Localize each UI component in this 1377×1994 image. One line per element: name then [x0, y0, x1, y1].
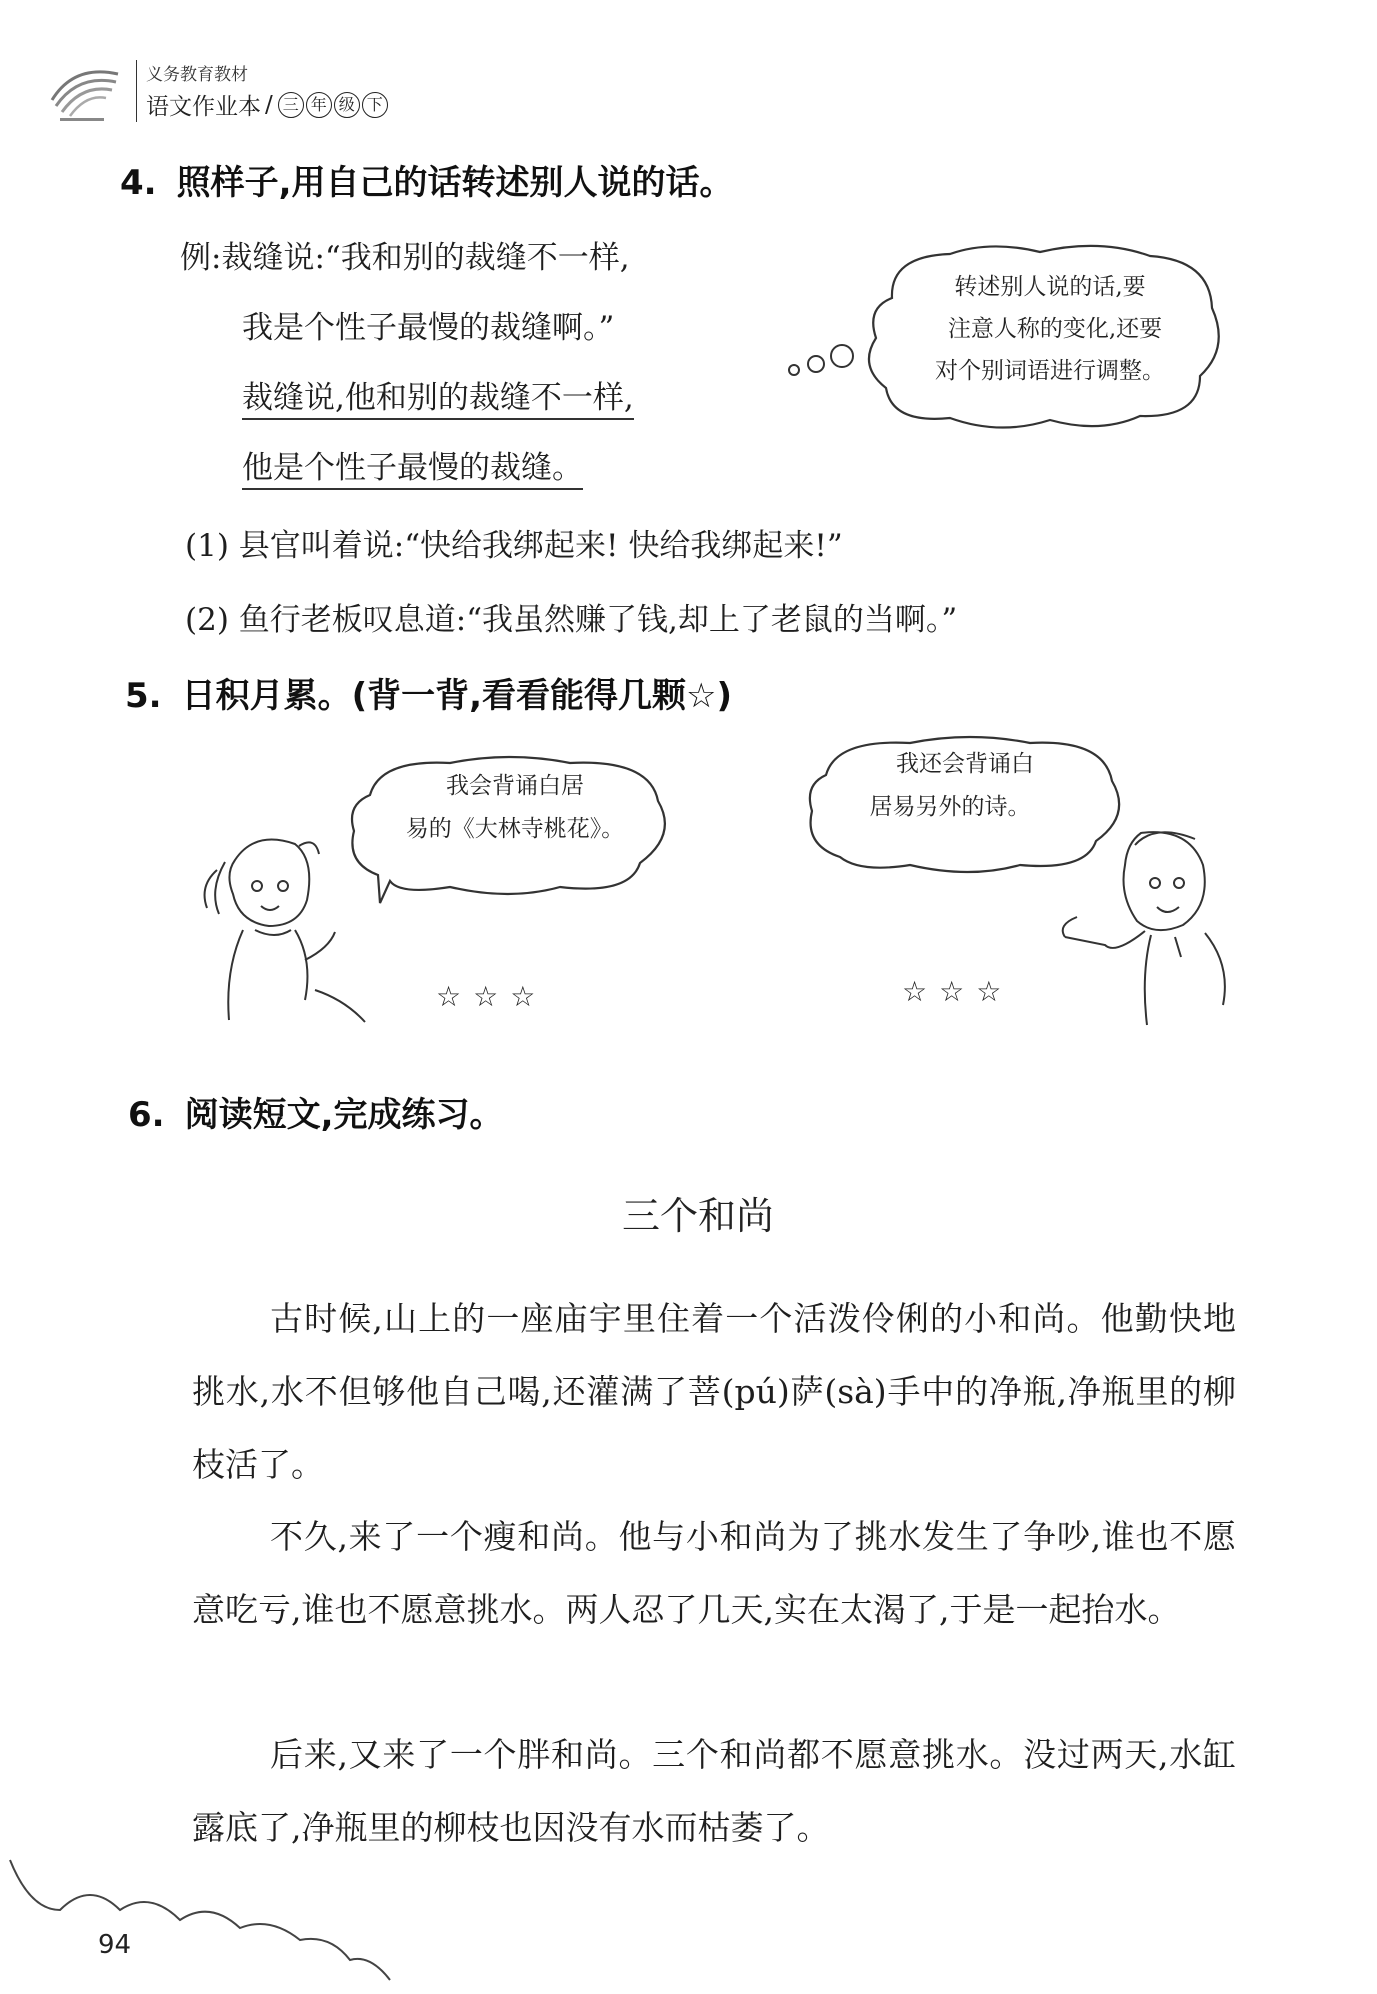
- example-line-2: 我是个性子最慢的裁缝啊。”: [242, 310, 615, 346]
- tip-line-2: 注意人称的变化,还要: [947, 316, 1163, 342]
- cloud-border-decoration: [0, 1850, 420, 1994]
- passage-paragraph-3: 后来,又来了一个胖和尚。三个和尚都不愿意挑水。没过两天,水缸露底了,净瓶里的柳枝也因没有水而枯萎了。: [192, 1735, 1236, 1847]
- page-number: 94: [98, 1930, 132, 1960]
- grade-char: 年: [306, 92, 332, 118]
- q4-item-1: (1) 县官叫着说:“快给我绑起来! 快给我绑起来!”: [185, 528, 843, 564]
- example-answer-2: 他是个性子最慢的裁缝。: [242, 442, 583, 487]
- q5-number: 5.: [125, 676, 162, 716]
- header-divider: [136, 60, 137, 122]
- title-separator: /: [265, 91, 273, 118]
- boy-bubble-line-2: 居易另外的诗。: [869, 794, 1031, 820]
- tip-line-1: 转述别人说的话,要: [954, 274, 1146, 300]
- stars-left: ☆☆☆: [436, 980, 548, 1013]
- series-label: 义务教育教材: [146, 65, 248, 85]
- q6-number: 6.: [128, 1095, 165, 1135]
- tip-line-3: 对个别词语进行调整。: [935, 358, 1165, 384]
- boy-bubble-line-1: 我还会背诵白: [896, 751, 1034, 777]
- q6-heading: [128, 1087, 504, 1136]
- stars-right: ☆☆☆: [902, 975, 1014, 1008]
- passage-title: 三个和尚: [622, 1194, 775, 1238]
- q5-heading: [125, 668, 732, 717]
- example-line-1: 例:裁缝说:“我和别的裁缝不一样,: [180, 240, 630, 276]
- grade-char: 三: [278, 92, 304, 118]
- book-name: 语文作业本: [146, 94, 261, 120]
- publisher-logo-icon: [44, 60, 126, 126]
- girl-illustration: [195, 830, 375, 1030]
- q4-heading: [120, 155, 734, 204]
- girl-bubble-line-1: 我会背诵白居: [446, 773, 584, 799]
- book-title: [146, 88, 389, 121]
- passage-paragraph-2: 不久,来了一个瘦和尚。他与小和尚为了挑水发生了争吵,谁也不愿意吃亏,谁也不愿意挑水。两人忍了几天,实在太渴了,于是一起抬水。: [192, 1517, 1236, 1629]
- q6-title: 阅读短文,完成练习。: [184, 1095, 504, 1135]
- q5-title: 日积月累。(背一背,看看能得几颗☆): [181, 676, 733, 716]
- q4-title: 照样子,用自己的话转述别人说的话。: [176, 163, 734, 203]
- boy-illustration: [1055, 825, 1235, 1030]
- grade-char: 下: [362, 92, 388, 118]
- passage-paragraph-1: 古时候,山上的一座庙宇里住着一个活泼伶俐的小和尚。他勤快地挑水,水不但够他自己喝,还灌满了菩(pú)萨(sà)手中的净瓶,净瓶里的柳枝活了。: [192, 1299, 1236, 1484]
- grade-char: 级: [334, 92, 360, 118]
- q4-item-2: (2) 鱼行老板叹息道:“我虽然赚了钱,却上了老鼠的当啊。”: [185, 602, 958, 638]
- example-answer-1: 裁缝说,他和别的裁缝不一样,: [242, 372, 634, 417]
- q4-number: 4.: [120, 163, 157, 203]
- girl-bubble-line-2: 易的《大林寺桃花》。: [405, 816, 625, 842]
